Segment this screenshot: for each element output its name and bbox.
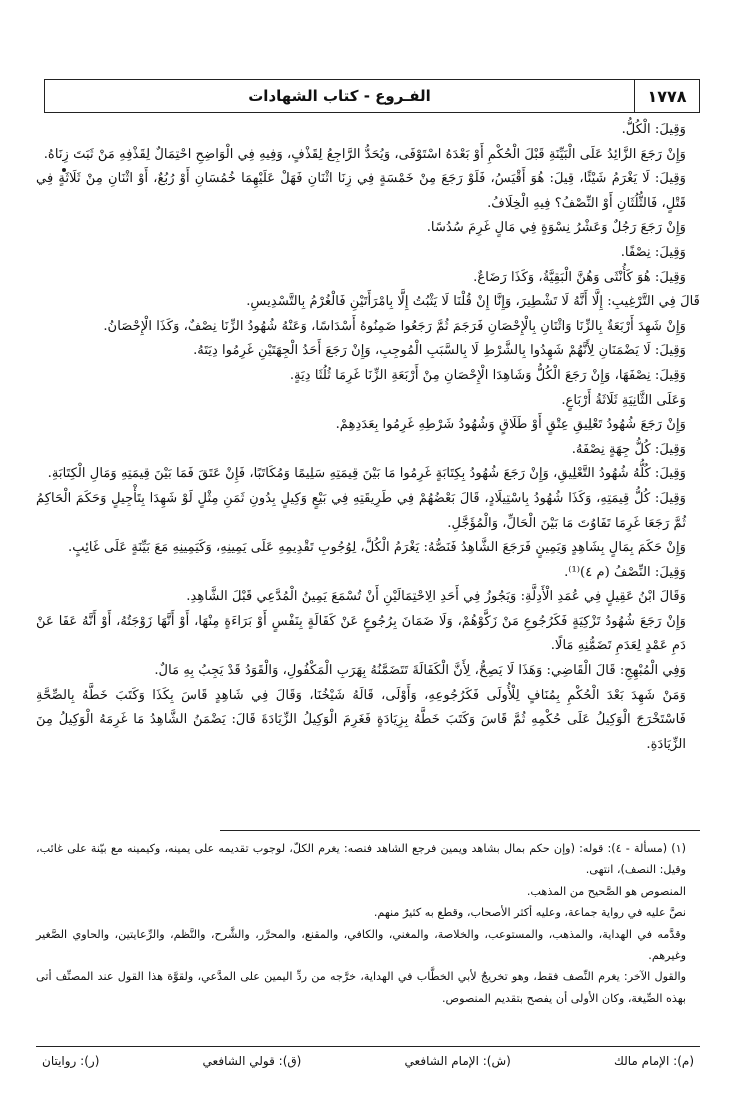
text-line: وَقِيلَ: كُلُّهُ شُهُودُ التَّعْلِيقِ، وَإِنْ رَجَعَ شُهُودُ بِكِتَابَةٍ غَرِمُوا مَا بَيْنَ قِيمَتِهِ سَلِيمًا وَمُكَاتَبًا، فَإِنْ عَتَقَ فَمَا بَيْنَ قِيمَتِهِ وَمَالِ الْكِتَابَةِ.: [47, 466, 686, 482]
text-line: وَقِيلَ: كُلُّ قِيمَتِهِ، وَكَذَا شُهُودُ بِاسْتِيلَادٍ، قَالَ بَعْضُهُمْ فِي طَرِيقَتِهِ فِي بَيْعٍ وَكِيلٍ بِدُونِ ثَمَنِ مِثْلٍ لَوْ شَهِدَا بِتَأْجِيلٍ وَحَكَمَ الْحَاكِمُ ثُمَّ رَجَعَا غَرِمَا تَفَاوُتَ مَا بَيْنَ الْحَالِّ، وَالْمُؤَجَّلِ.: [36, 490, 686, 531]
text-line: وَإِنْ حَكَمَ بِمَالٍ بِشَاهِدٍ وَيَمِينٍ فَرَجَعَ الشَّاهِدُ فَنَصُّهُ: يَغْرَمُ الْكُلَّ، لِوُجُوبِ تَقْدِيمِهِ عَلَى يَمِينِهِ، وَكَيَمِينِهِ مَعَ بَيِّنَةٍ عَلَى غَائِبٍ.: [68, 540, 686, 556]
text-line: وَقِيلَ: النِّصْفُ (م ٤)⁽¹⁾.: [564, 564, 686, 580]
abbr-item: (ر): روايتان: [42, 1053, 100, 1068]
text-line: وَقِيلَ: لَا يَضْمَنَانِ لِأَنَّهُمْ شَهِدُوا بِالشَّرْطِ لَا بِالسَّبَبِ الْمُوجِبِ، وَإِنْ رَجَعَ أَحَدُ الْجِهَتَيْنِ غَرِمُوا دِيَتَهُ.: [193, 343, 686, 359]
text-line: وَإِنْ رَجَعَ الزَّائِدُ عَلَى الْبَيِّنَةِ قَبْلَ الْحُكْمِ أَوْ بَعْدَهُ اسْتَوْفَى، وَيُحَدُّ الرَّاجِعُ لِقَذْفٍ، وَفِيهِ فِي الْوَاضِحِ احْتِمَالٌ لِقَذْفِهِ مَنْ ثَبَتَ زِنَاهُ.: [43, 146, 686, 162]
page-header: [44, 79, 700, 113]
running-title: الفـروع - كتاب الشهادات: [248, 87, 431, 105]
text-line: وَقَالَ ابْنُ عَقِيلٍ فِي عُمَدِ الْأَدِلَّةِ: وَيَجُوزُ فِي أَحَدِ الِاحْتِمَالَيْنِ أَنْ تُسْمَعَ يَمِينُ الْمُدَّعِي قَبْلَ الشَّاهِدِ.: [186, 589, 686, 605]
text-line: وَإِنْ رَجَعَ شُهُودُ تَعْلِيقِ عِتْقٍ أَوْ طَلَاقٍ وَشُهُودُ شَرْطِهِ غَرِمُوا بِعَدَدِهِمْ.: [335, 417, 686, 433]
abbr-item: (ق): قولي الشافعي: [202, 1053, 302, 1068]
text-line: وَقِيلَ: كُلُّ جِهَةٍ نِصْفَهُ.: [571, 441, 686, 457]
footnote-line: المنصوص هو الصَّحيح من المذهب.: [526, 884, 686, 898]
footnote-line: والقول الآخر: يغرم النِّصف فقط، وهو تخريجٌ لأبي الخطَّاب في الهداية، خرَّجه من ردِّ اليمين على المدَّعي، ولقوَّة هذا القول عند المصنِّف أتى بهذه الصِّيغة، وكان الأولى أن يفصح بتقديم المنصوص.: [36, 970, 686, 1005]
text-line: وَإِنْ رَجَعَ رَجُلٌ وَعَشْرُ نِسْوَةٍ فِي مَالٍ غَرِمَ سُدُسًا.: [426, 220, 686, 236]
text-line: وَقِيلَ: نِصْفًا.: [620, 244, 686, 260]
text-line: وَقِيلَ: لَا يَغْرَمُ شَيْئًا، قِيلَ: هُوَ أَقْيَسُ، فَلَوْ رَجَعَ مِنْ خَمْسَةٍ فِي زِنَا اثْنَانِ فَهَلْ عَلَيْهِمَا خُمُسَانِ أَوْ رُبُعٌ، أَوْ اثْنَانِ مِنْ ثَلَاثَةٍ فِي قَتْلٍ، فَالثُّلُثَانِ أَوْ النِّصْفُ؟ فِيهِ الْخِلَافُ.: [36, 171, 686, 211]
page-number: ١٧٧٨: [634, 80, 699, 112]
text-line: وَقِيلَ: هُوَ كَأُنْثَى وَهُنَّ الْبَقِيَّةُ، وَكَذَا رَضَاعٌ.: [473, 269, 686, 285]
text-line: وَعَلَى الثَّانِيَةِ ثَلَاثَةُ أَرْبَاعٍ.: [561, 392, 686, 408]
text-line: قَالَ فِي التَّرْغِيبِ: إِلَّا أَنَّهُ لَا تَشْطِيرَ، وَإِنَّا إِنْ قُلْنَا لَا يَثْبُتُ إِلَّا بِامْرَأَتَيْنِ فَالْغُرْمُ بِالتَّسْدِيسِ.: [246, 294, 700, 310]
footnote-line: (١) (مسألة - ٤): قوله: (وإن حكم بمال بشاهد ويمين فرجع الشاهد فنصه: يغرم الكلّ، لوجوب تقديمه على يمينه، وكيمينه مع بيّنة على غائب، وقيل: النصف)، انتهى.: [36, 842, 687, 877]
text-line: وَإِنْ رَجَعَ شُهُودُ تَزْكِيَةٍ فَكَرُجُوعِ مَنْ زَكَّوْهُمْ، وَلَا ضَمَانَ بِرُجُوعٍ عَنْ كَفَالَةٍ بِنَفْسٍ أَوْ بَرَاءَةٍ مِنْهَا، أَوْ أَنَّهَا زَوْجَتُهُ، أَوْ أَنَّهُ عَفَا عَنْ دَمِ عَمْدٍ لِعَدَمِ تَضَمُّنِهِ مَالًا.: [36, 613, 686, 654]
footnote-line: نصَّ عليه في رواية جماعة، وعليه أكثر الأصحاب، وقطع به كثيرٌ منهم.: [373, 906, 686, 920]
text-line: وَقِيلَ: نِصْفَهَا، وَإِنْ رَجَعَ الْكُلُّ وَشَاهِدَا الْإِحْصَانِ مِنْ أَرْبَعَةِ الزِّنَا غَرِمَا ثُلُثَا دِيَةٍ.: [289, 367, 686, 383]
footnotes: [36, 838, 700, 1009]
text-line: وَقِيلَ: الْكُلُّ.: [621, 122, 686, 137]
text-line: وَفِي الْمُبْهِجِ: قَالَ الْقَاضِي: وَهَذَا لَا يَصِحُّ، لِأَنَّ الْكَفَالَةَ تَتَضَمَّنُهُ بِهَرَبِ الْمَكْفُولِ، وَالْقَوَدُ قَدْ يَجِبُ بِهِ مَالٌ.: [154, 663, 686, 679]
footnote-separator: [220, 830, 700, 831]
abbr-item: (ش): الإمام الشافعي: [404, 1053, 511, 1068]
text-line: وَإِنْ شَهِدَ أَرْبَعَةٌ بِالزِّنَا وَاثْنَانِ بِالْإِحْصَانِ فَرَجَمَ ثُمَّ رَجَعُوا ضَمِنُوهُ أَسْدَاسًا، وَعَنْهُ شُهُودُ الزِّنَا نِصْفٌ، وَكَذَا الْإِحْصَانُ.: [103, 318, 686, 334]
abbreviations-footer: [36, 1046, 700, 1074]
footnote-line: وقدَّمه في الهداية، والمذهب، والمستوعب، والخلاصة، والمغني، والكافي، والمقنع، والمحرَّر، والشَّرح، والنَّظم، والرِّعايتين، والحاوي الصَّغير وغيرهم.: [36, 927, 686, 963]
main-text: [36, 118, 700, 757]
abbr-item: (م): الإمام مالك: [613, 1053, 694, 1068]
text-line: وَمَنْ شَهِدَ بَعْدَ الْحُكْمِ بِمُنَافٍ لِلْأُولَى فَكَرُجُوعِهِ، وَأَوْلَى، قَالَهُ شَيْخُنَا، وَقَالَ فِي شَاهِدٍ قَاسَ بِكَذَا وَكَتَبَ خَطَّهُ بِالصِّحَّةِ فَاسْتَخْرَجَ الْوَكِيلُ عَلَى حُكْمِهِ ثُمَّ قَاسَ وَكَتَبَ خَطَّهُ بِزِيَادَةٍ فَغَرِمَ الْوَكِيلُ الزِّيَادَةَ قَالَ: يَضْمَنُ الشَّاهِدُ مَا غَرِمَهُ الْوَكِيلُ مِنَ الزِّيَادَةِ.: [36, 687, 686, 752]
